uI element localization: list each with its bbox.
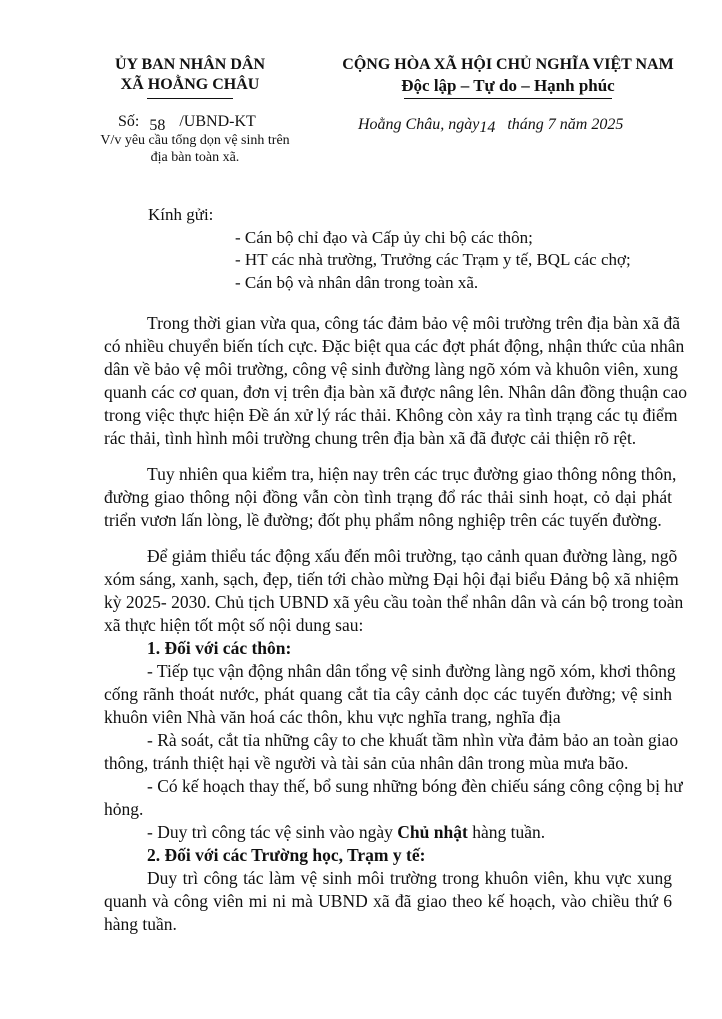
p1-line: dân về bảo vệ môi trường, công vệ sinh đường làng ngõ xóm và khuôn viên, xung bbox=[104, 359, 679, 379]
document-body bbox=[104, 312, 687, 936]
p3-line: xã thực hiện tốt một số nội dung sau: bbox=[104, 615, 364, 635]
national-title: CỘNG HÒA XÃ HỘI CHỦ NGHĨA VIỆT NAM bbox=[342, 56, 674, 73]
s1-item-line: thông, tránh thiệt hại về người và tài sản của nhân dân trong mùa mưa bão. bbox=[104, 753, 629, 773]
recipient-item: - Cán bộ chỉ đạo và Cấp ủy chi bộ các thôn; bbox=[235, 228, 533, 247]
national-motto: Độc lập – Tự do – Hạnh phúc bbox=[401, 76, 615, 95]
issuer-underline bbox=[147, 98, 233, 99]
s1-item-line: - Tiếp tục vận động nhân dân tổng vệ sinh đường làng ngõ xóm, khơi thông bbox=[147, 661, 676, 681]
s2-line: hàng tuần. bbox=[104, 914, 177, 934]
p3-line: xóm sáng, xanh, sạch, đẹp, tiến tới chào mừng Đại hội đại biểu Đảng bộ xã nhiệm bbox=[104, 569, 679, 589]
p1-line: có nhiều chuyển biến tích cực. Đặc biệt qua các đợt phát động, nhận thức của nhân bbox=[104, 336, 685, 356]
date-day: 14 bbox=[479, 119, 496, 136]
paragraph-1 bbox=[104, 312, 687, 450]
subject-line2: địa bàn toàn xã. bbox=[150, 150, 240, 165]
document-number bbox=[118, 113, 256, 134]
paragraph-3 bbox=[104, 545, 684, 637]
issuer-commune: XÃ HOẰNG CHÂU bbox=[120, 76, 260, 93]
p3-line: Để giảm thiểu tác động xấu đến môi trường, tạo cảnh quan đường làng, ngõ bbox=[147, 546, 678, 566]
s1-last-suffix: hàng tuần. bbox=[467, 822, 546, 842]
date-prefix: Hoằng Châu, ngày bbox=[358, 116, 480, 133]
so-label: Số: bbox=[118, 113, 140, 130]
issuer-name: ỦY BAN NHÂN DÂN bbox=[114, 56, 266, 73]
s1-item-line: khuôn viên Nhà văn hoá các thôn, khu vực nghĩa trang, nghĩa địa bbox=[104, 707, 561, 727]
subject-line1: V/v yêu cầu tổng dọn vệ sinh trên bbox=[100, 133, 290, 148]
so-suffix: /UBND-KT bbox=[179, 113, 256, 130]
paragraph-2 bbox=[104, 463, 677, 532]
date-line bbox=[358, 116, 623, 134]
section-1-heading: 1. Đối với các thôn: bbox=[147, 638, 292, 658]
s1-item-line: hỏng. bbox=[104, 799, 144, 819]
date-suffix: tháng 7 năm 2025 bbox=[507, 116, 624, 133]
p2-line: Tuy nhiên qua kiểm tra, hiện nay trên các trục đường giao thông nông thôn, bbox=[147, 464, 677, 484]
p1-line: trong việc thực hiện Đề án xử lý rác thải. Không còn xảy ra tình trạng các tụ điểm bbox=[104, 405, 678, 425]
p3-line: kỳ 2025- 2030. Chủ tịch UBND xã yêu cầu toàn thể nhân dân và cán bộ trong toàn bbox=[104, 592, 684, 612]
s1-last-prefix: - Duy trì công tác vệ sinh vào ngày bbox=[147, 822, 398, 842]
section-2-heading: 2. Đối với các Trường học, Trạm y tế: bbox=[147, 845, 426, 865]
section-2 bbox=[104, 844, 672, 936]
so-number: 58 bbox=[149, 117, 166, 134]
p1-line: Trong thời gian vừa qua, công tác đảm bảo vệ môi trường trên địa bàn xã đã bbox=[147, 313, 681, 333]
p1-line: rác thải, tình hình môi trường chung trên địa bàn xã đã được cải thiện rõ rệt. bbox=[104, 428, 637, 448]
s2-line: Duy trì công tác làm vệ sinh môi trường trong khuôn viên, khu vực xung bbox=[147, 868, 672, 888]
section-1 bbox=[104, 637, 683, 844]
p2-line: đường giao thông nội đồng vẫn còn tình trạng đổ rác thải sinh hoạt, cỏ dại phát bbox=[104, 487, 672, 507]
s2-line: quanh và công viên mi ni mà UBND xã đã giao theo kế hoạch, vào chiều thứ 6 bbox=[104, 891, 672, 911]
p1-line: quanh các cơ quan, đơn vị trên địa bàn xã được nâng lên. Nhân dân đồng thuận cao bbox=[104, 382, 687, 402]
recipients-label: Kính gửi: bbox=[148, 205, 214, 224]
s1-item-line: cống rãnh thoát nước, phát quang cắt tỉa cây cảnh dọc các tuyến đường; vệ sinh bbox=[104, 684, 672, 704]
s1-last-item bbox=[104, 821, 672, 844]
p2-line: triển vươn lấn lòng, lề đường; đốt phụ phẩm nông nghiệp trên các tuyến đường. bbox=[104, 510, 662, 530]
recipient-item: - Cán bộ và nhân dân trong toàn xã. bbox=[235, 273, 479, 292]
motto-underline bbox=[404, 98, 612, 99]
s1-last-bold: Chủ nhật bbox=[397, 822, 468, 842]
recipient-item: - HT các nhà trường, Trưởng các Trạm y tế, BQL các chợ; bbox=[235, 250, 631, 269]
s1-item-line: - Có kế hoạch thay thế, bổ sung những bóng đèn chiếu sáng công cộng bị hư bbox=[147, 776, 683, 796]
s1-item-line: - Rà soát, cắt tỉa những cây to che khuất tầm nhìn vừa đảm bảo an toàn giao bbox=[147, 730, 679, 750]
